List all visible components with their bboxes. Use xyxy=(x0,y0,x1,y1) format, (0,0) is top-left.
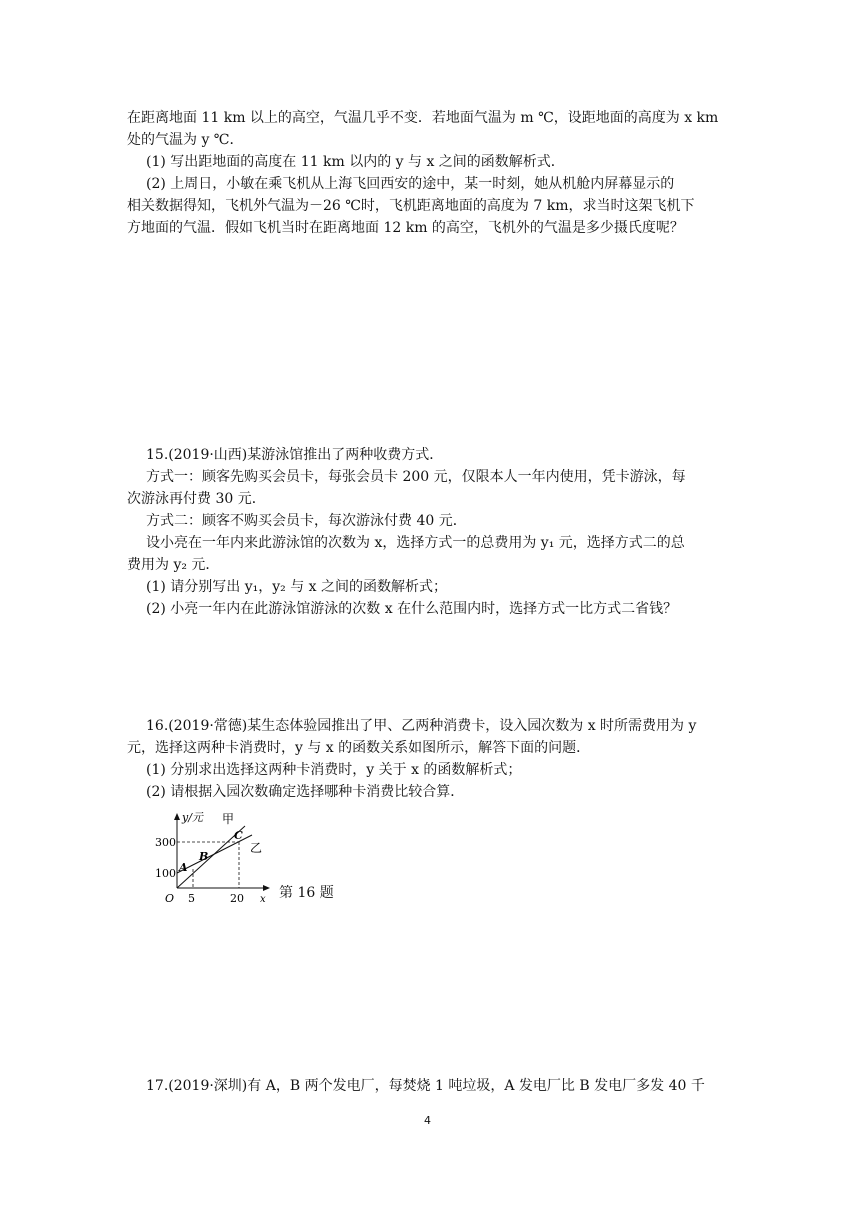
text-line: (1) 写出距地面的高度在 11 km 以内的 y 与 x 之间的函数解析式． xyxy=(146,154,565,170)
y-tick-label: 300 xyxy=(155,836,176,849)
text-line: 次游泳再付费 30 元． xyxy=(127,491,266,507)
text-line: 方式二：顾客不购买会员卡，每次游泳付费 40 元． xyxy=(146,513,467,529)
text-line: 处的气温为 y ℃． xyxy=(127,132,244,148)
text-line: 相关数据得知，飞机外气温为－26 ℃时，飞机距离地面的高度为 7 km，求当时这架飞机下 xyxy=(127,198,695,214)
series-label-yi: 乙 xyxy=(250,841,263,855)
x-axis-label: x xyxy=(260,894,266,905)
text-line: (1) 分别求出选择这两种卡消费时，y 关于 x 的函数解析式； xyxy=(146,762,522,778)
text-line: 设小亮在一年内来此游泳馆的次数为 x，选择方式一的总费用为 y₁ 元，选择方式二的总 xyxy=(146,535,685,551)
text-line: (2) 上周日，小敏在乘飞机从上海飞回西安的途中，某一时刻，她从机舱内屏幕显示的 xyxy=(146,176,675,192)
text-line: (2) 请根据入园次数确定选择哪种卡消费比较合算． xyxy=(146,784,465,800)
series-label-jia: 甲 xyxy=(222,812,235,826)
text-line: 16.(2019·常德)某生态体验园推出了甲、乙两种消费卡，设入园次数为 x 时所需费用为 y xyxy=(146,718,697,734)
text-line: (1) 请分别写出 y₁，y₂ 与 x 之间的函数解析式； xyxy=(146,579,448,595)
text-line: 17.(2019·深圳)有 A，B 两个发电厂，每焚烧 1 吨垃圾，A 发电厂比 B 发电厂多发 40 千 xyxy=(146,1078,705,1094)
x-axis-arrow xyxy=(263,885,270,891)
point-label-b: B xyxy=(199,850,209,863)
point-label-c: C xyxy=(234,829,243,842)
text-line: 15.(2019·山西)某游泳馆推出了两种收费方式． xyxy=(146,447,444,463)
text-line: 方式一：顾客先购买会员卡，每张会员卡 200 元，仅限本人一年内使用，凭卡游泳，每 xyxy=(146,469,686,485)
x-tick-label: 20 xyxy=(230,892,244,905)
figure-16-graph xyxy=(150,808,280,908)
text-line: 费用为 y₂ 元． xyxy=(127,557,220,573)
y-axis-label: y/元 xyxy=(182,811,203,824)
y-axis-arrow xyxy=(174,813,180,820)
point-label-a: A xyxy=(179,861,188,874)
text-line: 方地面的气温．假如飞机当时在距离地面 12 km 的高空，飞机外的气温是多少摄氏度呢？ xyxy=(127,220,684,236)
text-line: (2) 小亮一年内在此游泳馆游泳的次数 x 在什么范围内时，选择方式一比方式二省钱？ xyxy=(146,601,678,617)
text-line: 在距离地面 11 km 以上的高空，气温几乎不变．若地面气温为 m ℃，设距地面的高度为 x km xyxy=(127,110,719,126)
figure-caption: 第 16 题 xyxy=(279,885,334,901)
x-tick-label: 5 xyxy=(188,892,195,905)
page-number: 4 xyxy=(424,1114,431,1127)
y-tick-label: 100 xyxy=(155,867,176,880)
text-line: 元，选择这两种卡消费时，y 与 x 的函数关系如图所示，解答下面的问题． xyxy=(127,740,591,756)
origin-label: O xyxy=(165,892,175,905)
